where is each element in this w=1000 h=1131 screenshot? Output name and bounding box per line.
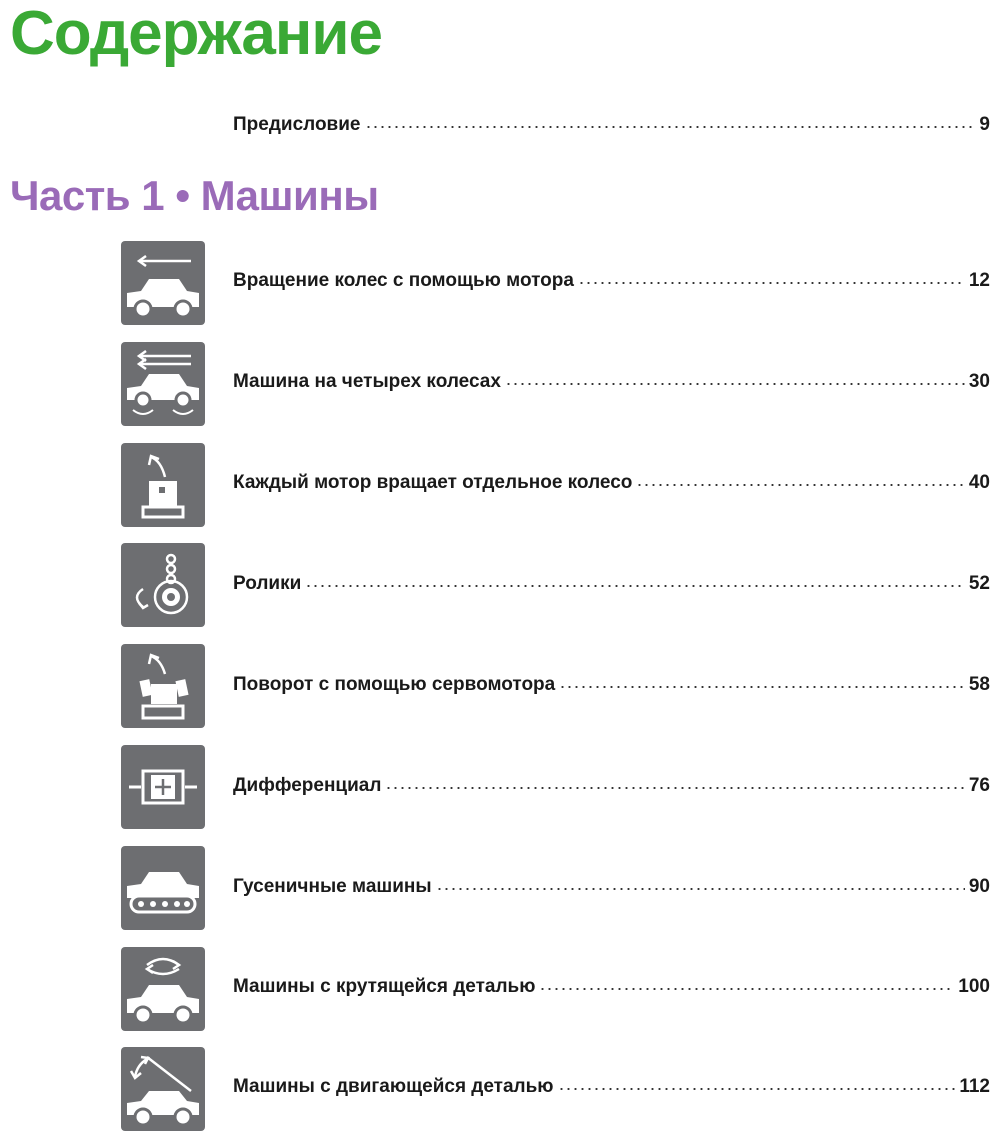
toc-entry-page: 58 [968,674,990,695]
toc-entry-label: Вращение колес с помощью мотора [233,270,574,291]
toc-entry[interactable] [233,1072,990,1102]
chassis-turn-icon [121,443,205,527]
toc-entry-page: 100 [958,976,990,997]
page-title: Содержание [10,0,382,68]
toc-entry[interactable] [233,569,990,599]
dot-leader [436,888,965,890]
dot-leader [558,1088,956,1090]
dot-leader [578,282,965,284]
dot-leader [559,686,965,688]
toc-entry-page: 76 [968,775,990,796]
differential-icon [121,745,205,829]
toc-entry-label: Машина на четырех колесах [233,371,501,392]
toc-entry[interactable] [233,972,990,1002]
part-title: Часть 1 • Машины [10,172,379,219]
toc-entry-label: Ролики [233,573,302,594]
toc-entry-label: Машины с двигающейся деталью [233,1076,554,1097]
car-moving-arm-icon [121,1047,205,1131]
toc-entry[interactable] [233,468,990,498]
dot-leader [636,484,964,486]
dot-leader [365,126,976,128]
toc-entry-page: 40 [968,472,990,493]
caster-wheel-icon [121,543,205,627]
toc-entry-label: Предисловие [233,114,361,135]
dot-leader [505,383,965,385]
toc-entry-page: 112 [959,1076,990,1097]
toc-entry-label: Поворот с помощью сервомотора [233,674,556,695]
tracked-vehicle-icon [121,846,205,930]
toc-entry-label: Каждый мотор вращает отдельное колесо [233,472,633,493]
toc-entry-page: 52 [968,573,990,594]
toc-entry[interactable] [233,266,990,296]
car-four-wheels-icon [121,342,205,426]
toc-entry-label: Дифференциал [233,775,382,796]
toc-entry[interactable] [233,872,990,902]
toc-entry[interactable] [233,367,990,397]
dot-leader [385,787,964,789]
toc-entry-label: Гусеничные машины [233,876,432,897]
toc-entry[interactable] [233,771,990,801]
dot-leader [305,585,965,587]
toc-entry[interactable] [233,670,990,700]
car-arrow-icon [121,241,205,325]
toc-entry-page: 12 [968,270,990,291]
dot-leader [539,988,954,990]
toc-entry-page: 9 [979,114,990,135]
servo-steering-icon [121,644,205,728]
toc-entry-page: 90 [968,876,990,897]
toc-entry-preface[interactable] [233,110,990,140]
toc-entry-label: Машины с крутящейся деталью [233,976,536,997]
toc-entry-page: 30 [968,371,990,392]
car-rotating-part-icon [121,947,205,1031]
